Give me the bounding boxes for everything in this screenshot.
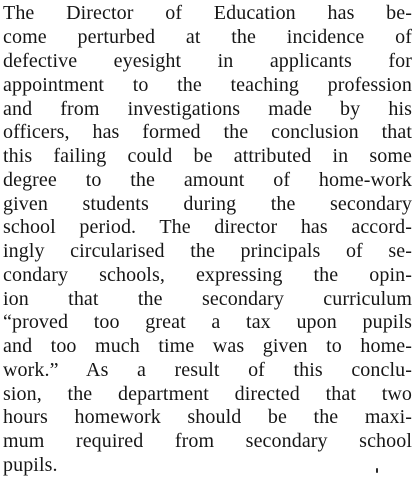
- article-line: “proved too great a tax upon pupils: [3, 311, 412, 333]
- article-line: The Director of Education has be-: [3, 2, 412, 24]
- article-line: appointment to the teaching profession: [3, 74, 412, 96]
- article-line: work.” As a result of this conclu-: [3, 359, 412, 381]
- article-line: ion that the secondary curriculum: [3, 288, 412, 310]
- article-line: defective eyesight in applicants for: [3, 50, 412, 72]
- article-line: this failing could be attributed in some: [3, 145, 412, 167]
- article-line: condary schools, expressing the opin-: [3, 264, 412, 286]
- article-line: pupils.: [3, 454, 58, 476]
- article-line: degree to the amount of home-work: [3, 169, 412, 191]
- article-line: and from investigations made by his: [3, 98, 412, 120]
- article-line: ingly circularised the principals of se-: [3, 240, 412, 262]
- article-line: hours homework should be the maxi-: [3, 406, 412, 428]
- article-line: officers, has formed the conclusion that: [3, 121, 412, 143]
- article-line: sion, the department directed that two: [3, 383, 412, 405]
- article-line: given students during the secondary: [3, 193, 412, 215]
- article-line: mum required from secondary school: [3, 430, 412, 452]
- article-line: and too much time was given to home-: [3, 335, 412, 357]
- article-line: school period. The director has accord-: [3, 216, 412, 238]
- article-line: come perturbed at the incidence of: [3, 26, 412, 48]
- print-speck: [376, 468, 378, 473]
